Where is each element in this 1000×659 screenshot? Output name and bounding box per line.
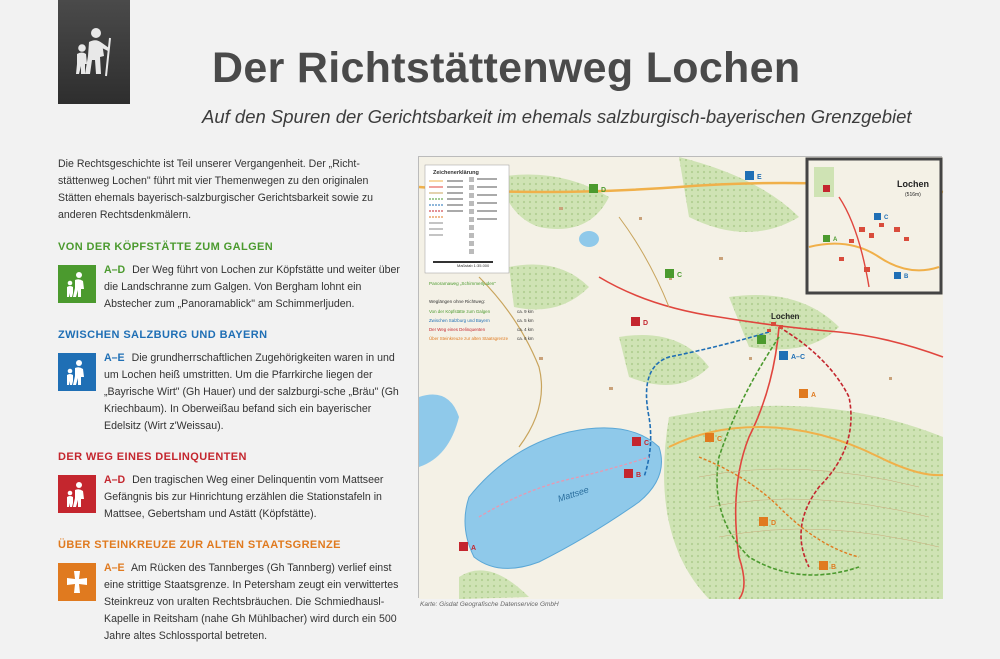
length-green-name: Von der Köpfstätte zum Galgen <box>429 309 491 314</box>
length-blue-value: ca. 5 km <box>517 318 534 323</box>
svg-text:C: C <box>884 215 889 221</box>
route-code: A–E <box>104 352 125 364</box>
stone-cross-icon <box>63 568 91 596</box>
svg-text:C: C <box>644 440 650 447</box>
svg-text:C: C <box>677 272 683 279</box>
route-code: A–D <box>104 474 126 486</box>
section-heading: ZWISCHEN SALZBURG UND BAYERN <box>58 329 268 341</box>
section-text: Am Rücken des Tannberges (Gh Tannberg) verlief einst eine strittige Staatsgrenze. In Petersham zeugt ein verwittertes Steinkreuz von uralten Rechtsbräuchen. Die Schmiedhausl-Kapelle in Reitsham (nahe Gh Mühlbacher) wird durch ein 500 Jahre altes Schlossportal betreten. <box>104 562 399 642</box>
section-heading: ÜBER STEINKREUZE ZUR ALTEN STAATSGRENZE <box>58 539 341 551</box>
svg-text:E: E <box>757 174 762 181</box>
length-red-name: Der Weg eines Delinquenten <box>429 327 486 332</box>
route-badge-red <box>58 475 96 513</box>
svg-text:D: D <box>643 320 649 327</box>
page-title: Der Richtstättenweg Lochen <box>212 44 801 92</box>
family-hikers-icon <box>63 358 91 386</box>
svg-text:C: C <box>717 436 723 443</box>
svg-text:A: A <box>471 545 477 552</box>
route-badge-orange <box>58 563 96 601</box>
svg-text:D: D <box>771 520 777 527</box>
page-subtitle: Auf den Spuren der Gerichtsbarkeit im ehemals salzburgisch-bayerischen Grenzgebiet <box>202 106 912 127</box>
svg-text:B: B <box>831 564 837 571</box>
section-text: Der Weg führt von Lochen zur Köpfstätte und weiter über die Landschranne zum Galgen. Von Bergham lohnt ein Abstecher zum „Panoramablick" am Schimmerljuden. <box>104 264 400 310</box>
route-badge-blue <box>58 353 96 391</box>
map-credit: Karte: Gisdat Geografische Datenservice GmbH <box>420 601 559 608</box>
section-green <box>58 239 404 313</box>
town-lochen-label: Lochen <box>771 312 800 321</box>
family-hikers-icon <box>63 270 91 298</box>
logo-tab <box>58 0 130 104</box>
inset-title: Lochen <box>897 179 930 189</box>
section-heading: DER WEG EINES DELINQUENTEN <box>58 451 247 463</box>
inset-elevation: (516m) <box>905 192 921 198</box>
section-heading: VON DER KÖPFSTÄTTE ZUM GALGEN <box>58 241 274 253</box>
svg-text:A: A <box>833 237 838 243</box>
map-canvas <box>419 157 943 599</box>
section-blue <box>58 327 404 435</box>
route-code: A–E <box>104 562 125 574</box>
lake-label: Mattsee <box>556 484 591 504</box>
lengths-title: Weglängen ohne Richtweg: <box>429 299 486 304</box>
legend-scale: Maßstab 1:35.000 <box>457 263 490 268</box>
legend-panorama: Panoramaweg „Schimmerljuden" <box>429 281 496 286</box>
section-orange <box>58 537 404 645</box>
family-hikers-icon <box>63 480 91 508</box>
length-orange-value: ca. 6 km <box>517 336 534 341</box>
description-column <box>58 156 404 659</box>
route-code: A–D <box>104 264 126 276</box>
svg-text:B: B <box>636 472 642 479</box>
svg-text:D: D <box>601 187 607 194</box>
section-red <box>58 449 404 523</box>
length-green-value: ca. 9 km <box>517 309 534 314</box>
intro-text: Die Rechtsgeschichte ist Teil unserer Vergangenheit. Der „Richt-stättenweg Lochen" führt mit vier Themenwegen zu den originalen Stätten ehemals bayerisch-salzburgischer Gerichtsbarkeit sowie zu anderen Rechtsdenkmälern. <box>58 158 374 221</box>
hikers-icon <box>71 26 117 78</box>
svg-text:A: A <box>811 392 817 399</box>
map-legend <box>425 165 509 273</box>
legend-title: Zeichenerklärung <box>433 170 479 176</box>
inset-map <box>807 159 941 293</box>
length-orange-name: Über Steinkreuze zur alten Staatsgrenze <box>429 336 509 341</box>
trail-map[interactable] <box>418 156 942 598</box>
length-blue-name: Zwischen Salzburg und Bayern <box>429 318 490 323</box>
section-text: Den tragischen Weg einer Delinquentin vom Mattseer Gefängnis bis zur Hinrichtung erzählen die Stationstafeln in Mattsee, Gebertsham und Astätt (Köpfstätte). <box>104 474 384 520</box>
svg-text:B: B <box>904 274 909 280</box>
section-text: Die grundherrschaftlichen Zugehörigkeiten waren in und um Lochen heiß umstritten. Um die Pfarrkirche liegen der „Bayrische Wirt" (Gh Hauer) und der salzburgi-sche „Bräu" (Gh Kriechbaum). In Oberweißau befand sich ein bayerischer Edelsitz (Wirt z'Weissau). <box>104 352 399 432</box>
route-badge-green <box>58 265 96 303</box>
svg-text:A–C: A–C <box>791 354 806 361</box>
length-red-value: ca. 4 km <box>517 327 534 332</box>
